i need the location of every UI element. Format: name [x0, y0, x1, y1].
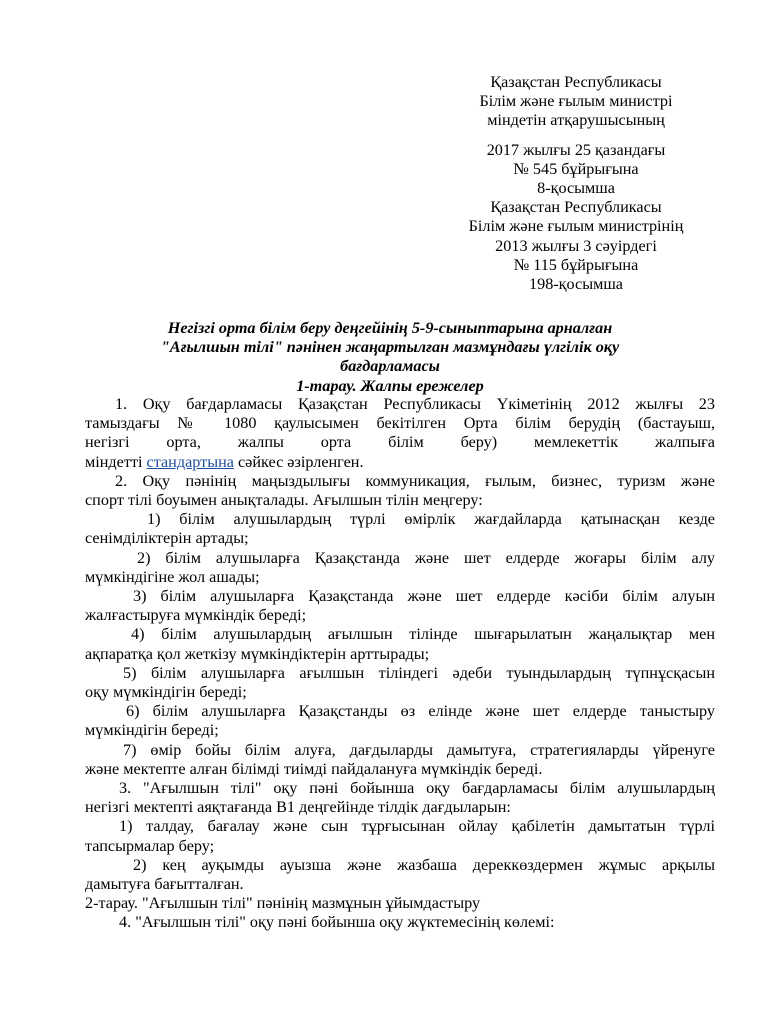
list-item-line: 1) талдау, бағалау және сын тұрғысынан ойлау қабілетін дамытатын түрлі	[119, 817, 715, 836]
header-line: 2017 жылғы 25 қазандағы	[486, 140, 666, 159]
list-item-line: 5) білім алушыларға ағылшын тіліндегі әдеби туындылардың түпнұсқасын	[123, 663, 715, 682]
list-item-line: 7) өмір бойы білім алуға, дағдыларды дамытуға, стратегияларды үйренуге	[123, 740, 715, 759]
title-line: "Ағылшын тілі" пәнінен жаңартылған мазмұндағы үлгілік оқу	[160, 338, 620, 357]
title-line: бағдарламасы	[340, 357, 440, 376]
list-item-line: ақпаратқа қол жеткізу мүмкіндіктерін арттырады;	[85, 644, 430, 663]
header-line: Қазақстан Республикасы	[490, 198, 662, 217]
paragraph-line: негізгі мектепті аяқтағанда В1 деңгейінде тілдік дағдыларын:	[85, 798, 511, 817]
paragraph-line: спорт тілі боуымен анықталады. Ағылшын тілін меңгеру:	[85, 491, 483, 510]
approval-header	[428, 73, 724, 294]
list-item-line: 1) білім алушылардың түрлі өмірлік жағдайларда қатынасқан кезде	[147, 510, 715, 529]
paragraph-line: 4. "Ағылшын тілі" оқу пәні бойынша оқу жүктемесінің көлемі:	[119, 913, 555, 932]
paragraph-line: тамыздағы № 1080 қаулысымен бекітілген Орта білім берудің (бастауыш,	[85, 414, 715, 433]
list-item-line: мүмкіндігін береді;	[85, 721, 219, 740]
header-line: Білім және ғылым министрі	[479, 92, 673, 111]
section-heading: 1-тарау. Жалпы ережелер	[296, 376, 484, 395]
list-item-line: және мектепте алған білімді тиімді пайдалануға мүмкіндік береді.	[85, 759, 543, 778]
list-item-line: жалғастыруға мүмкіндік береді;	[85, 606, 307, 625]
header-line: міндетін атқарушысының	[487, 111, 665, 130]
paragraph-line	[85, 453, 715, 472]
header-line: № 115 бұйрығына	[513, 255, 639, 274]
list-item-line: дамытуға бағытталған.	[85, 875, 244, 894]
document-body	[85, 395, 715, 933]
title-line: Негізгі орта білім беру деңгейінің 5-9-сыныптарына арналған	[167, 319, 613, 337]
paragraph-line: 2. Оқу пәнінің маңыздылығы коммуникация, ғылым, бизнес, туризм және	[115, 471, 715, 490]
list-item-line: 4) білім алушылардың ағылшын тілінде шығарылатын жаңалықтар мен	[131, 625, 715, 644]
paragraph-line: 1. Оқу бағдарламасы Қазақстан Республикасы Үкіметінің 2012 жылғы 23	[115, 395, 715, 413]
list-item-line: 2) кең ауқымды ауызша және жазбаша дереккөздермен жұмыс арқылы	[133, 855, 715, 874]
document-title	[110, 319, 670, 396]
paragraph-line: 3. "Ағылшын тілі" оқу пәні бойынша оқу бағдарламасы білім алушылардың	[119, 779, 715, 798]
list-item-line: мүмкіндігіне жол ашады;	[85, 567, 260, 586]
header-line: Қазақстан Республикасы	[490, 73, 662, 91]
standard-link[interactable]: стандартына	[146, 452, 234, 471]
header-line: Білім және ғылым министрінің	[468, 217, 684, 236]
list-item-line: 6) білім алушыларға Қазақстанды өз елінде және шет елдерде таныстыру	[126, 702, 715, 721]
paragraph-line: негізгі орта, жалпы орта білім беру) мемлекеттік жалпыға	[85, 433, 715, 452]
paragraph-text: сәйкес әзірленген.	[233, 452, 364, 471]
list-item-line: 3) білім алушыларға Қазақстанда және шет елдерде кәсіби білім алуын	[133, 587, 715, 606]
header-line: 198-қосымша	[529, 275, 623, 294]
list-item-line: оқу мүмкіндігін береді;	[85, 683, 247, 702]
header-line: № 545 бұйрығына	[513, 159, 639, 178]
section-heading: 2-тарау. "Ағылшын тілі" пәнінің мазмұнын ұйымдастыру	[85, 894, 481, 913]
list-item-line: тапсырмалар беру;	[85, 836, 215, 855]
paragraph-text: міндетті	[85, 452, 147, 471]
header-line: 8-қосымша	[537, 179, 615, 198]
header-line: 2013 жылғы 3 сәуірдегі	[495, 236, 657, 255]
list-item-line: сенімділіктерін артады;	[85, 529, 249, 548]
list-item-line: 2) білім алушыларға Қазақстанда және шет елдерде жоғары білім алу	[137, 548, 715, 567]
